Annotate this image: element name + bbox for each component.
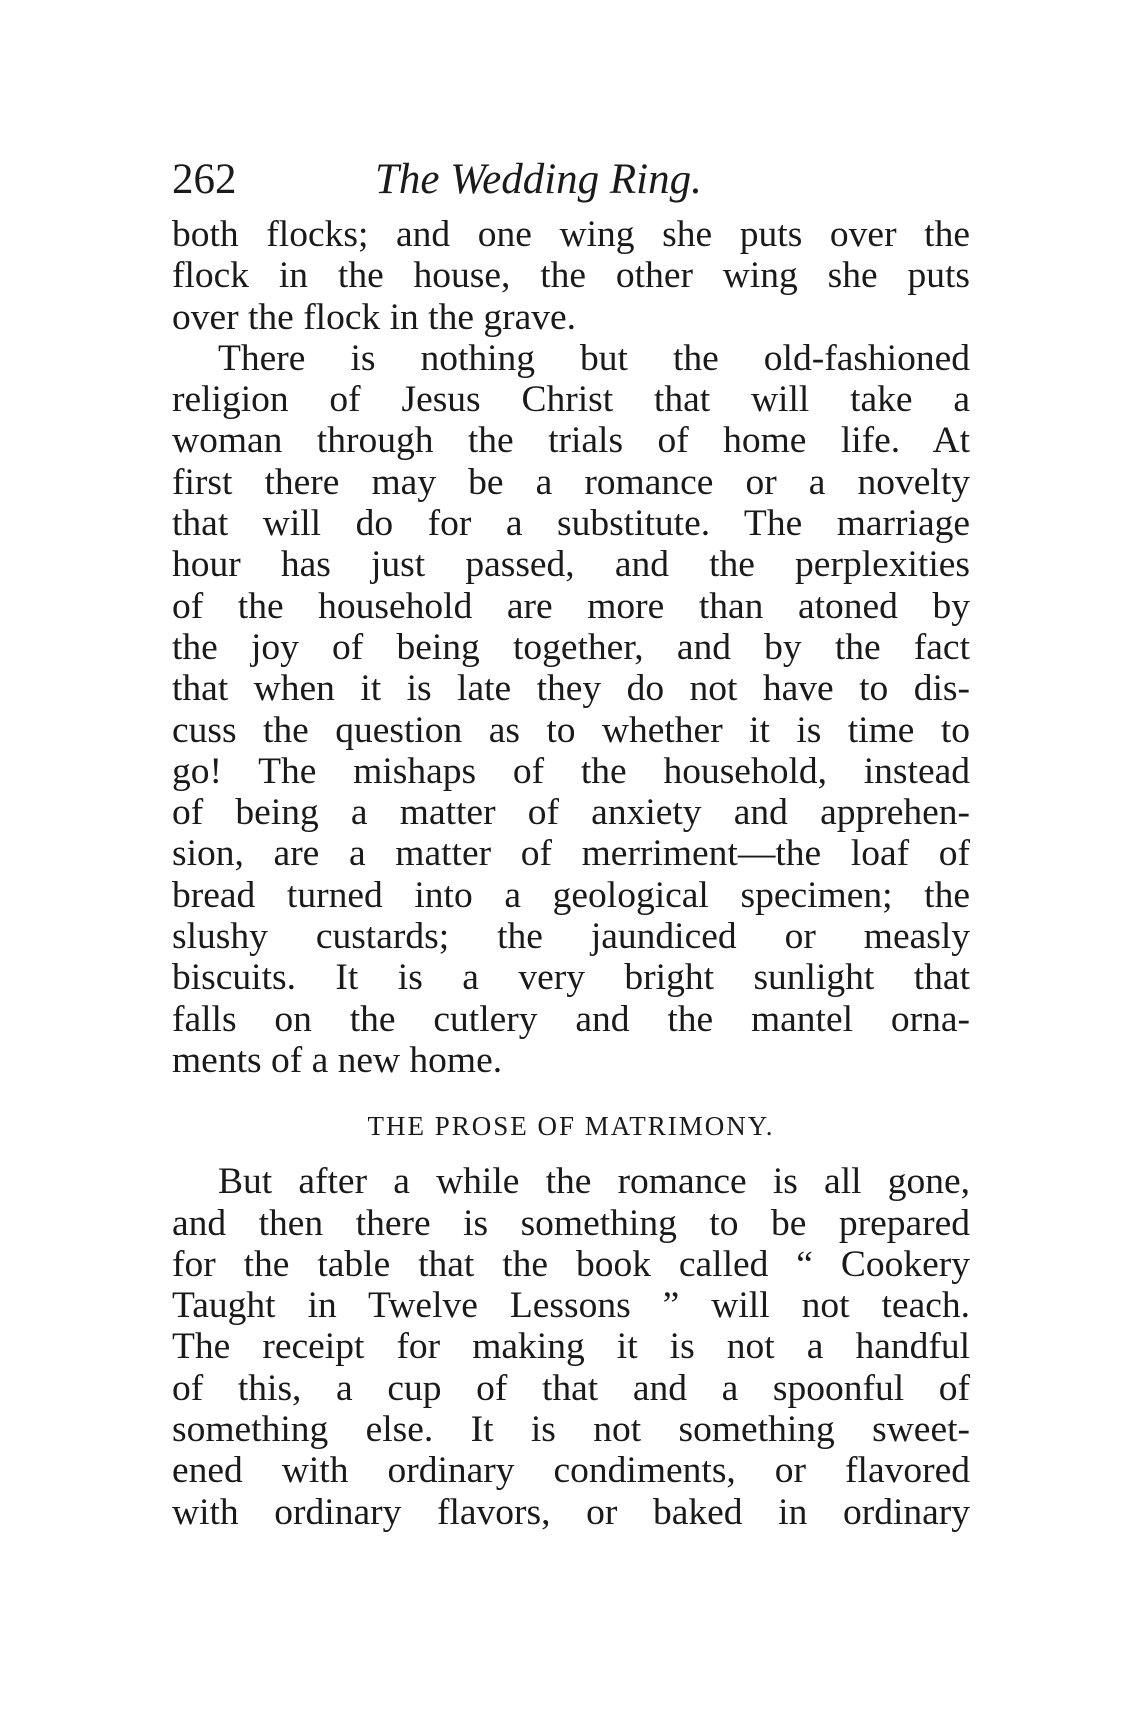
text-line: falls on the cutlery and the mantel orna- bbox=[172, 998, 970, 1040]
text-line: of this, a cup of that and a spoonful of bbox=[172, 1367, 970, 1409]
running-head bbox=[172, 150, 970, 210]
text-line: Taught in Twelve Lessons ” will not teach. bbox=[172, 1285, 970, 1327]
text-line: cuss the question as to whether it is time to bbox=[172, 709, 970, 751]
book-page bbox=[172, 150, 970, 1600]
text-line: and then there is something to be prepared bbox=[172, 1202, 970, 1244]
text-line: over the flock in the grave. bbox=[172, 296, 577, 338]
text-line: the joy of being together, and by the fact bbox=[172, 626, 970, 668]
section-heading: THE PROSE OF MATRIMONY. bbox=[367, 1111, 775, 1142]
text-line: with ordinary flavors, or baked in ordinary bbox=[172, 1491, 970, 1533]
text-line: both flocks; and one wing she puts over the bbox=[172, 214, 970, 255]
text-line: religion of Jesus Christ that will take a bbox=[172, 379, 970, 421]
text-line: There is nothing but the old-fashioned bbox=[218, 337, 970, 379]
running-title: The Wedding Ring. bbox=[375, 156, 702, 203]
text-line: that when it is late they do not have to dis- bbox=[172, 668, 970, 710]
text-line: for the table that the book called “ Cookery bbox=[172, 1243, 970, 1285]
text-line: of the household are more than atoned by bbox=[172, 585, 970, 627]
text-line: woman through the trials of home life. At bbox=[172, 420, 970, 462]
text-line: first there may be a romance or a novelty bbox=[172, 461, 970, 503]
text-line: ments of a new home. bbox=[172, 1039, 503, 1081]
paragraph-romance bbox=[172, 1161, 970, 1533]
text-line: hour has just passed, and the perplexities bbox=[172, 544, 970, 586]
text-line: go! The mishaps of the household, instead bbox=[172, 750, 970, 792]
text-line: something else. It is not something sweet- bbox=[172, 1409, 970, 1451]
text-line: The receipt for making it is not a handful bbox=[172, 1326, 970, 1368]
text-line: slushy custards; the jaundiced or measly bbox=[172, 916, 970, 958]
text-line: biscuits. It is a very bright sunlight that bbox=[172, 957, 970, 999]
text-line: bread turned into a geological specimen; the bbox=[172, 874, 970, 916]
paragraph-religion bbox=[172, 338, 970, 1081]
page-number: 262 bbox=[172, 156, 237, 203]
text-line: But after a while the romance is all gone, bbox=[218, 1161, 970, 1203]
text-line: of being a matter of anxiety and apprehen- bbox=[172, 792, 970, 834]
text-line: sion, are a matter of merriment—the loaf of bbox=[172, 833, 970, 875]
text-line: ened with ordinary condiments, or flavored bbox=[172, 1450, 970, 1492]
text-line: that will do for a substitute. The marriage bbox=[172, 503, 970, 545]
paragraph-flocks bbox=[172, 214, 970, 338]
text-line: flock in the house, the other wing she puts bbox=[172, 255, 970, 297]
